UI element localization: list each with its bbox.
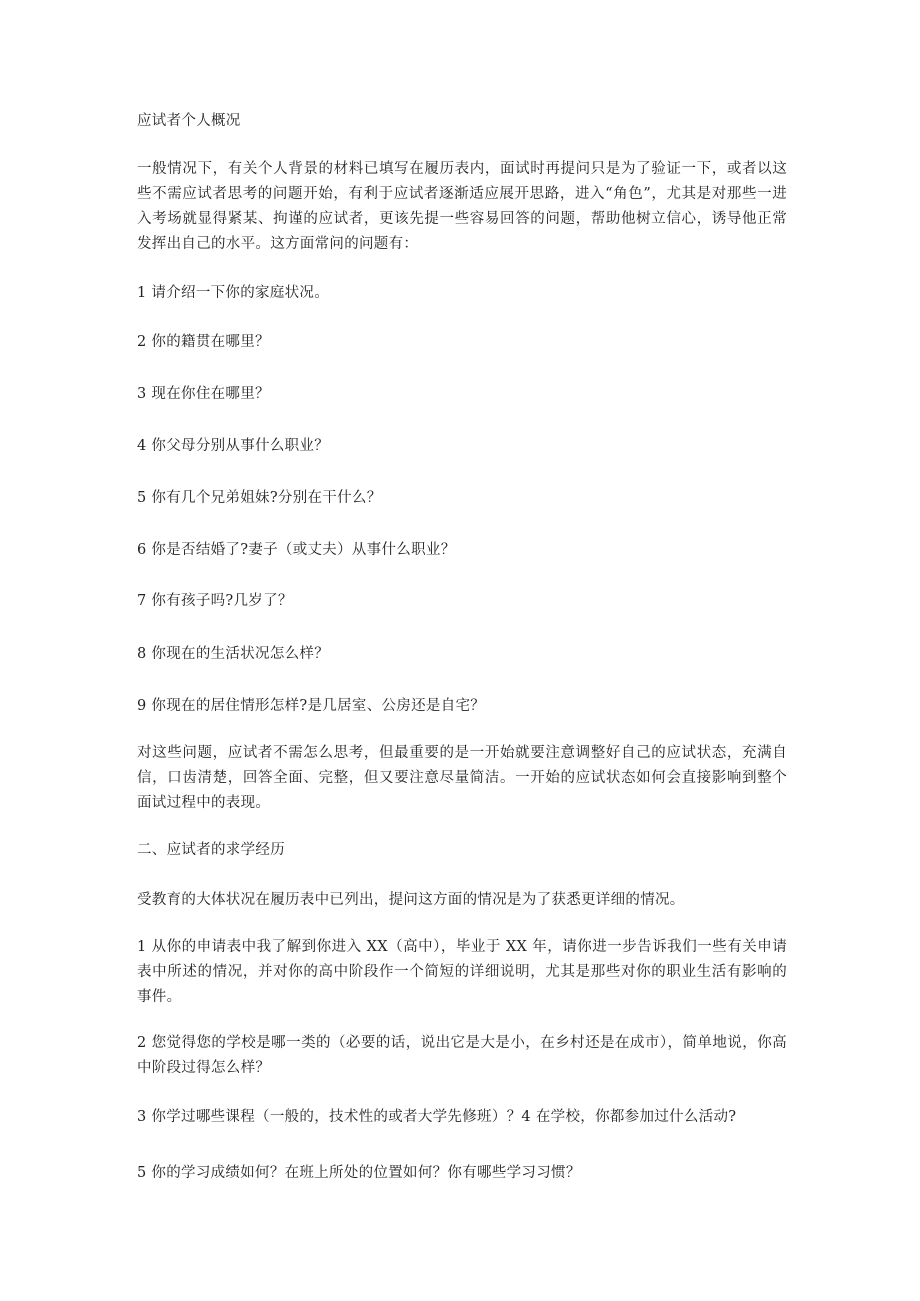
question-item: 1 请介绍一下你的家庭状况。 [137, 285, 330, 301]
section-intro: 受教育的大体状况在履历表中已列出，提问这方面的情况是为了获悉更详细的情况。 [137, 892, 685, 908]
question-item: 4 你父母分别从事什么职业？ [137, 438, 330, 454]
question-item: 2 你的籍贯在哪里？ [137, 334, 270, 350]
question-item: 3 你学过哪些课程（一般的，技术性的或者大学先修班）？4 在学校，你都参加过什么活动? [137, 1109, 737, 1125]
question-item: 2 您觉得您的学校是哪一类的（必要的话，说出它是大是小，在乡村还是在成市），简单地说，你高中阶段过得怎么样？ [137, 1035, 787, 1076]
section-heading: 二、应试者的求学经历 [137, 842, 285, 858]
doc-title: 应试者个人概况 [137, 113, 241, 129]
question-item: 8 你现在的生活状况怎么样？ [137, 646, 330, 662]
intro-paragraph: 一般情况下，有关个人背景的材料已填写在履历表内，面试时再提问只是为了验证一下，或者以这些不需应试者思考的问题开始，有利于应试者逐渐适应展开思路，进入“角色”，尤其是对那些一进入考场就显得紧某、拘谨的应试者，更该先提一些容易回答的问题，帮助他树立信心，诱导他正常发挥出自己的水平。这方面常问的问题有： [137, 161, 787, 252]
question-item: 3 现在你住在哪里？ [137, 386, 270, 402]
question-item: 9 你现在的居住情形怎样?是几居室、公房还是自宅？ [137, 698, 486, 714]
question-item: 6 你是否结婚了?妻子（或丈夫）从事什么职业？ [137, 542, 456, 558]
question-item: 5 你的学习成绩如何？在班上所处的位置如何？你有哪些学习习惯？ [137, 1165, 581, 1181]
summary-paragraph: 对这些问题，应试者不需怎么思考，但最重要的是一开始就要注意调整好自己的应试状态，充满自信，口齿清楚，回答全面、完整，但又要注意尽量简洁。一开始的应试状态如何会直接影响到整个面试过程中的表现。 [137, 745, 787, 811]
question-item: 5 你有几个兄弟姐妹?分别在干什么？ [137, 490, 382, 506]
question-item: 1 从你的申请表中我了解到你进入 XX（高中），毕业于 XX 年，请你进一步告诉我们一些有关申请表中所述的情况，并对你的高中阶段作一个简短的详细说明，尤其是那些对你的职业生活有影响的事件。 [137, 939, 787, 1005]
question-item: 7 你有孩子吗?几岁了？ [137, 593, 293, 609]
